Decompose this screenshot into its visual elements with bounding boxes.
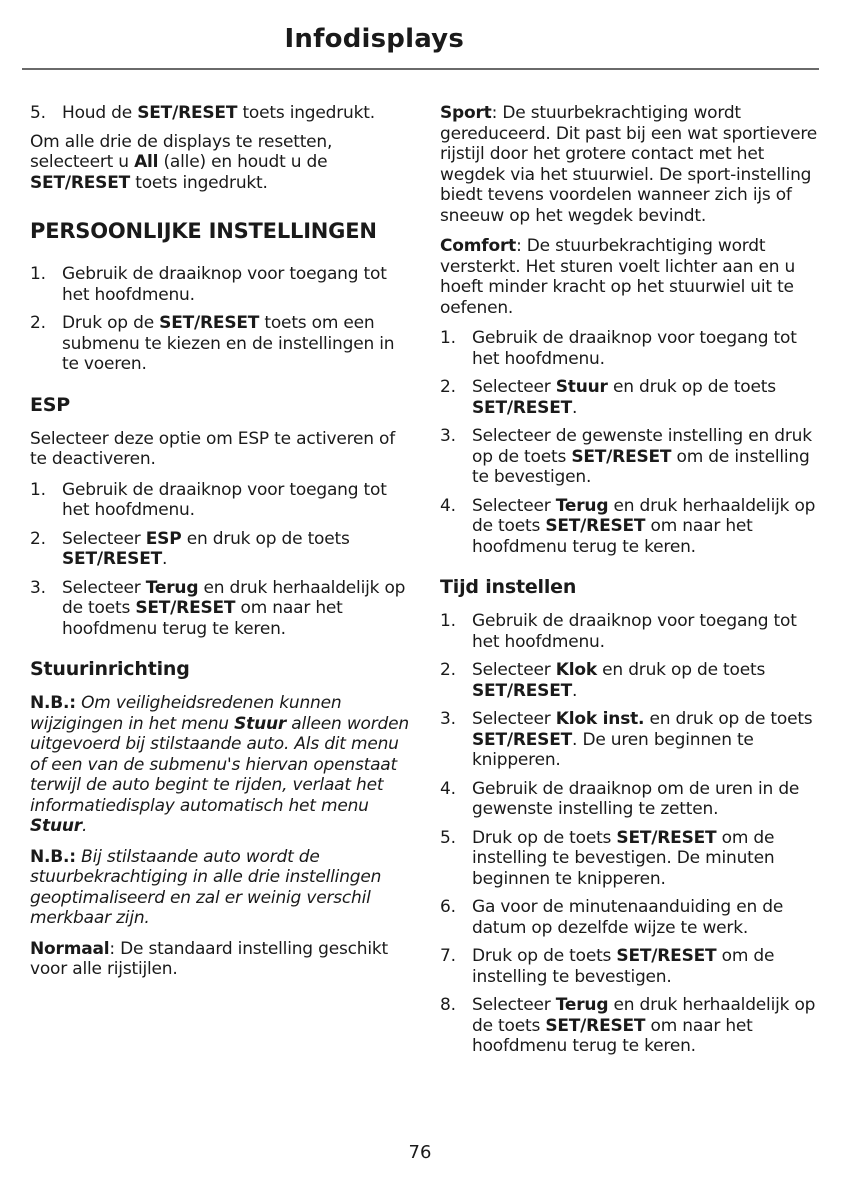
list-number: 2 . — [440, 377, 456, 398]
list-text: en druk herhaaldelijk op de toets — [62, 577, 406, 618]
list-number: 7 . — [440, 946, 456, 967]
heading-stuurinrichting: Stuurinrichting — [30, 658, 190, 680]
right-column — [440, 103, 820, 1065]
page-number: 76 — [408, 1142, 432, 1163]
list-number: 1 . — [440, 328, 456, 349]
list-text: om de instelling te bevestigen. — [472, 946, 775, 987]
list-item — [440, 946, 820, 987]
list-number: 1 . — [440, 611, 456, 632]
page-header — [22, 0, 819, 70]
list-text: en druk herhaaldelijk op de toets — [472, 495, 816, 536]
note-safety — [30, 693, 410, 837]
list-text: Druk op de — [62, 313, 160, 333]
paragraph-reset-all — [30, 132, 410, 194]
list-item — [30, 480, 410, 521]
list-item — [440, 828, 820, 890]
key-label: Stuur — [30, 816, 82, 836]
list-text: Gebruik de draaiknop voor toegang tot het hoofdmenu. — [62, 264, 387, 305]
list-text: Selecteer — [62, 577, 146, 598]
list-item — [30, 313, 410, 375]
list-number: 3 . — [440, 709, 456, 730]
list-text: en druk op de toets — [644, 709, 813, 729]
note-label: N.B.: — [30, 846, 76, 867]
heading-tijd-instellen: Tijd instellen — [440, 576, 577, 598]
list-number: 6 . — [440, 897, 456, 918]
note-text: Om veiligheidsredenen kunnen wijzigingen in het menu — [30, 693, 342, 734]
list-item — [440, 897, 820, 938]
key-label: SET/RESET — [472, 397, 573, 418]
list-item — [440, 426, 820, 488]
key-label: SET/RESET — [616, 827, 717, 848]
key-label: SET/RESET — [472, 729, 573, 750]
list-text: . — [162, 549, 168, 569]
key-label: SET/RESET — [472, 680, 573, 701]
term-label: Normaal — [30, 938, 110, 959]
text: Om alle drie de displays te resetten, selecteert u — [30, 131, 333, 172]
note-text: alleen worden uitgevoerd bij stilstaande auto. Als dit menu of een van de submenu's hiervan openstaat terwijl de auto begint te rijden, verlaat het informatiedisplay automatisch het menu — [30, 713, 409, 816]
list-number: 1 . — [30, 480, 46, 501]
list-number: 3 . — [440, 426, 456, 447]
list-text: Selecteer — [472, 495, 556, 516]
list-text: Selecteer — [472, 377, 556, 397]
left-column — [30, 103, 410, 990]
text: toets ingedrukt. — [130, 172, 268, 193]
list-text: om naar het hoofdmenu terug te keren. — [472, 516, 753, 557]
list-item — [440, 660, 820, 701]
list-item — [440, 995, 820, 1057]
note-optimized — [30, 847, 410, 929]
list-text: . — [572, 680, 578, 701]
paragraph-sport — [440, 103, 820, 226]
key-label: Klok — [555, 660, 597, 680]
key-label: SET/RESET — [30, 172, 131, 193]
list-text: om naar het hoofdmenu terug te keren. — [62, 598, 343, 639]
list-item — [440, 496, 820, 558]
text: : De stuurbekrachtiging wordt versterkt. Het sturen voelt lichter aan en u hoeft minder kracht op het stuurwiel uit te oefenen. — [440, 236, 796, 318]
page-title: Infodisplays — [284, 24, 464, 54]
key-label: SET/RESET — [135, 598, 236, 618]
key-label: SET/RESET — [159, 313, 260, 333]
list-text: Selecteer — [472, 995, 556, 1015]
text: : De stuurbekrachtiging wordt gereduceerd. Dit past bij een wat sportievere rijstijl door het grotere contact met het wegdek via het stuurwiel. De sport-instelling biedt tevens voordelen wanneer zich ijs of sneeuw op het wegdek bevindt. — [440, 103, 818, 226]
list-text: . De uren beginnen te knipperen. — [472, 729, 754, 770]
list-text: en druk herhaaldelijk op de toets — [472, 995, 816, 1036]
key-label: ESP — [145, 528, 182, 549]
list-number: 4 . — [440, 779, 456, 800]
list-text: Selecteer — [62, 528, 146, 549]
list-number: 8 . — [440, 995, 456, 1016]
note-text: Bij stilstaande auto wordt de stuurbekrachtiging in alle drie instellingen geoptimaliseerd en zal er weinig verschil merkbaar zijn. — [30, 846, 382, 928]
paragraph-esp: Selecteer deze optie om ESP te activeren of te deactiveren. — [30, 428, 396, 469]
list-number: 5 . — [30, 103, 46, 124]
list-text: om de instelling te bevestigen. — [472, 446, 810, 487]
list-text: om naar het hoofdmenu terug te keren. — [472, 1015, 753, 1056]
list-text: en druk op de toets — [596, 660, 766, 680]
key-label: All — [134, 152, 159, 172]
key-label: SET/RESET — [571, 446, 672, 467]
key-label: SET/RESET — [616, 946, 717, 966]
list-text: Gebruik de draaiknop voor toegang tot het hoofdmenu. — [62, 479, 387, 520]
list-text: Ga voor de minutenaanduiding en de datum op dezelfde wijze te werk. — [472, 897, 784, 938]
key-label: SET/RESET — [137, 103, 238, 123]
list-number: 5 . — [440, 828, 456, 849]
list-text: Gebruik de draaiknop voor toegang tot het hoofdmenu. — [472, 328, 797, 369]
list-text: Selecteer — [472, 709, 556, 729]
list-item — [30, 264, 410, 305]
list-text: Druk op de toets — [472, 827, 617, 848]
key-label: SET/RESET — [545, 1015, 646, 1036]
term-label: Sport — [440, 103, 492, 123]
list-item — [440, 709, 820, 771]
list-text: om de instelling te bevestigen. De minuten beginnen te knipperen. — [472, 827, 775, 889]
list-text: Houd de — [62, 103, 138, 123]
list-item — [440, 611, 820, 652]
list-text: Selecteer de gewenste instelling en druk op de toets — [472, 426, 812, 467]
key-label: Terug — [555, 995, 609, 1015]
note-label: N.B.: — [30, 693, 76, 713]
text: (alle) en houdt u de — [158, 152, 328, 172]
list-number: 1 . — [30, 264, 46, 285]
list-number: 2 . — [30, 313, 46, 334]
note-text: . — [81, 816, 88, 836]
list-item — [30, 578, 410, 640]
list-text: Gebruik de draaiknop om de uren in de gewenste instelling te zetten. — [472, 778, 800, 819]
list-number: 2 . — [440, 660, 456, 681]
list-item — [440, 328, 820, 369]
list-item — [30, 103, 410, 124]
key-label: Klok inst. — [555, 709, 645, 729]
paragraph-comfort — [440, 236, 820, 318]
list-text: . — [572, 397, 578, 418]
term-label: Comfort — [440, 236, 517, 256]
heading-persoonlijke-instellingen: PERSOONLIJKE INSTELLINGEN — [30, 219, 377, 243]
paragraph-normaal — [30, 939, 410, 980]
heading-esp: ESP — [30, 393, 70, 416]
list-item — [440, 779, 820, 820]
key-label: SET/RESET — [545, 516, 646, 536]
text: : De standaard instelling geschikt voor alle rijstijlen. — [30, 938, 388, 979]
key-label: Stuur — [555, 377, 608, 397]
list-number: 4 . — [440, 496, 456, 517]
key-label: Terug — [555, 495, 609, 516]
list-item — [30, 529, 410, 570]
key-label: Stuur — [234, 713, 287, 734]
list-text: Gebruik de draaiknop voor toegang tot het hoofdmenu. — [472, 611, 797, 652]
list-text: Druk op de toets — [472, 946, 617, 966]
list-text: en druk op de toets — [181, 528, 350, 549]
list-item — [440, 377, 820, 418]
list-number: 3 . — [30, 578, 46, 599]
key-label: SET/RESET — [62, 549, 163, 569]
list-text: toets ingedrukt. — [237, 103, 375, 123]
list-text: toets om een submenu te kiezen en de instellingen in te voeren. — [62, 313, 395, 374]
list-text: Selecteer — [472, 660, 556, 680]
key-label: Terug — [145, 577, 199, 598]
list-number: 2 . — [30, 529, 46, 550]
list-text: en druk op de toets — [607, 377, 776, 397]
